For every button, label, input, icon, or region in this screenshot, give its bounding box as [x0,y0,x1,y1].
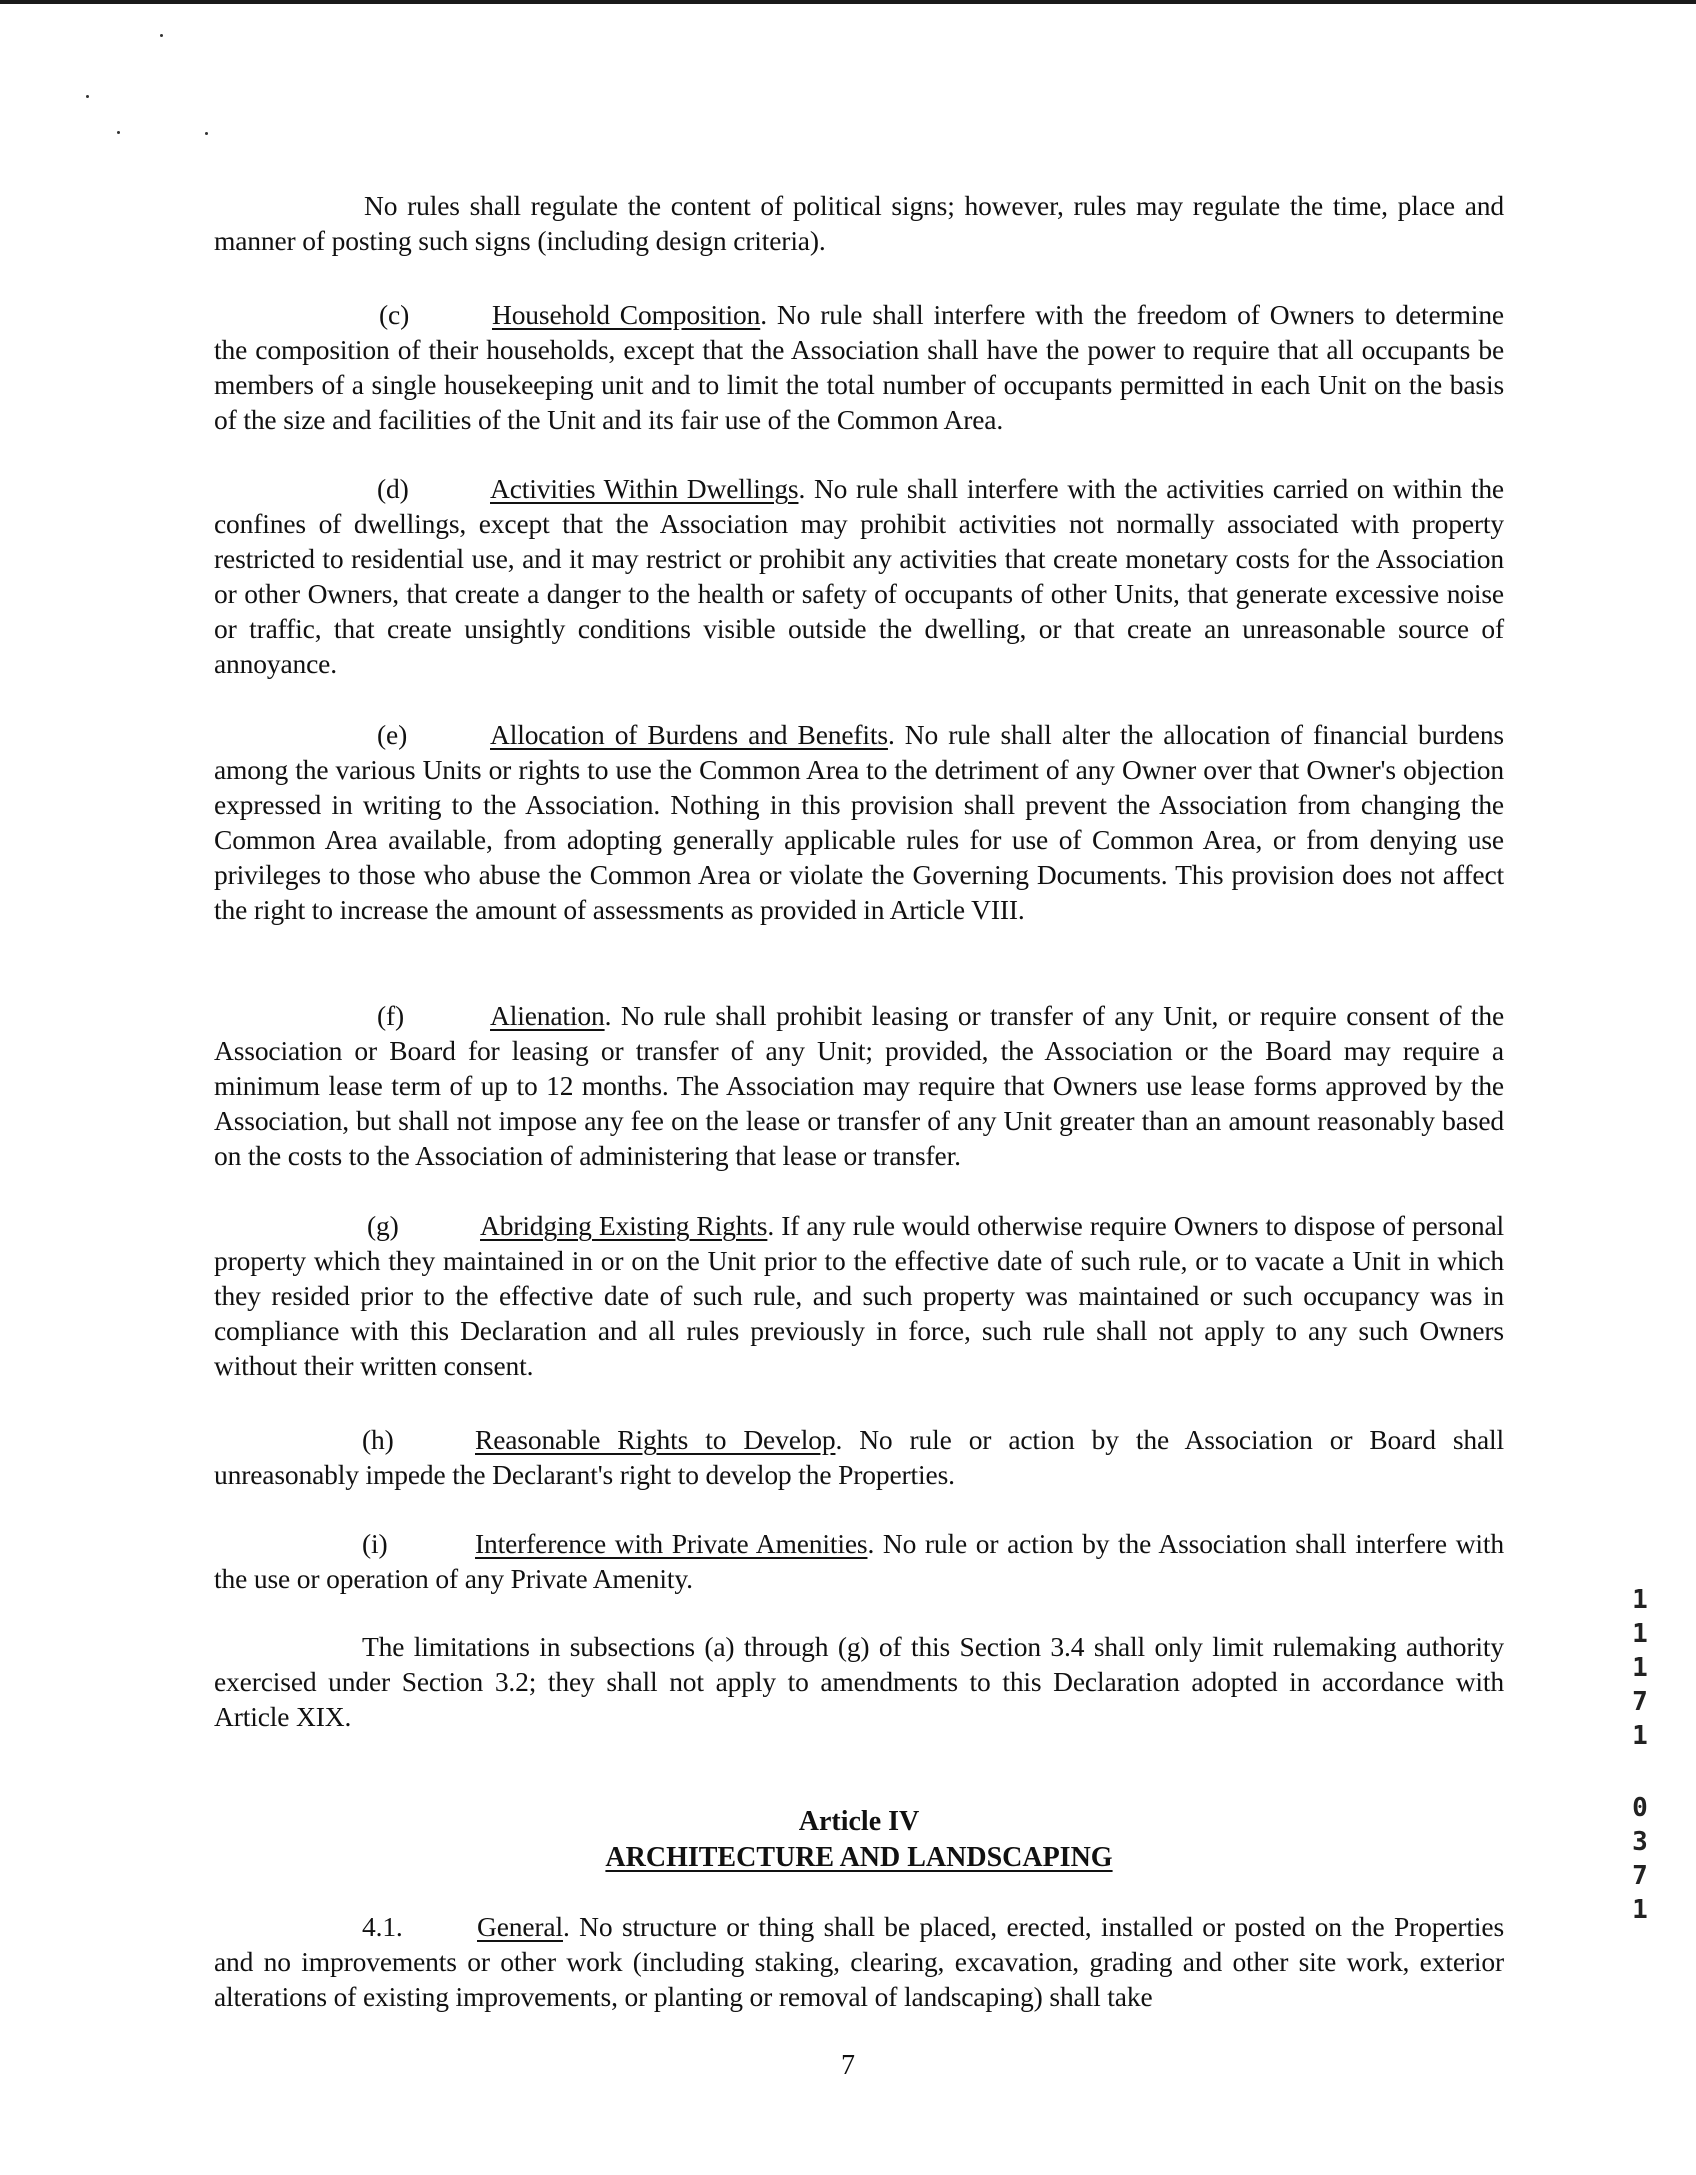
scan-top-edge [0,0,1696,4]
article-number: Article IV [798,1806,920,1837]
subsection-text: . If any rule would otherwise require Owners to dispose of personal property which they maintained in or on the Unit prior to the effective date of such rule, or to vacate a Unit in which they resided prior to the effective date of such rule, and such property was maintained or such occupancy was in compliance with this Declaration and all rules previously in force, such rule shall not apply to any such Owners without their written consent. [214,1210,1505,1381]
stamp-digit: 7 [1632,1861,1648,1891]
subsection-heading: Allocation of Burdens and Benefits [490,719,888,750]
scan-speck [205,132,208,135]
page-number: 7 [841,2050,855,2081]
subsection-label: (f) [377,1000,405,1031]
subsection-heading: Household Composition [492,299,761,330]
subsection-c [214,297,1504,437]
section-text: . No structure or thing shall be placed, erected, installed or posted on the Properties and no improvements or other work (including staking, clearing, excavation, grading and other site work, exterior alterations of existing improvements, or planting or removal of landscaping) shall take [214,1911,1504,2012]
stamp-digit: 1 [1632,1895,1648,1925]
subsection-text: . No rule shall interfere with the activities carried on within the confines of dwellings, except that the Association may prohibit activities not normally associated with property restricted to residential use, and it may restrict or prohibit any activities that create monetary costs for the Association or other Owners, that create a danger to the health or safety of occupants of other Units, that generate excessive noise or traffic, that create unsightly conditions visible outside the dwelling, or that create an unreasonable source of annoyance. [214,473,1504,679]
subsection-text: . No rule shall prohibit leasing or transfer of any Unit, or require consent of the Association or Board for leasing or transfer of any Unit; provided, the Association or the Board may require a minimum lease term of up to 12 months. The Association may require that Owners use lease forms approved by the Association, but shall not impose any fee on the lease or transfer of any Unit greater than an amount reasonably based on the costs to the Association of administering that lease or transfer. [214,1000,1504,1171]
subsection-text: . No rule or action by the Association shall interfere with the use or operation of any Private Amenity. [214,1528,1504,1594]
subsection-text: . No rule shall alter the allocation of financial burdens among the various Units or rights to use the Common Area to the detriment of any Owner over that Owner's objection expressed in writing to the Association. Nothing in this provision shall prevent the Association from changing the Common Area available, from adopting generally applicable rules for use of Common Area, or from denying use privileges to those who abuse the Common Area or violate the Governing Documents. This provision does not affect the right to increase the amount of assessments as provided in Article VIII. [214,719,1504,925]
subsection-e [214,717,1504,927]
subsection-label: (d) [377,473,409,504]
article-heading [214,1804,1504,1876]
subsection-f [214,998,1504,1173]
paragraph-political-signs [214,188,1504,258]
subsection-label: (e) [377,719,408,750]
recording-stamp-upper [1628,1583,1652,1753]
paragraph-limitations [214,1629,1504,1734]
section-heading: General [477,1911,563,1942]
scan-speck [86,95,89,98]
recording-stamp-lower [1628,1791,1652,1927]
subsection-heading: Reasonable Rights to Develop [475,1424,836,1455]
subsection-label: (i) [362,1528,388,1559]
subsection-h [214,1422,1504,1492]
section-label: 4.1. [362,1911,403,1942]
subsection-label: (h) [362,1424,394,1455]
stamp-digit: 1 [1632,1585,1648,1615]
paragraph-text: No rules shall regulate the content of political signs; however, rules may regulate the time, place and manner of posting such signs (including design criteria). [214,190,1504,256]
stamp-digit: 1 [1632,1721,1648,1751]
subsection-label: (c) [379,299,410,330]
stamp-digit: 1 [1632,1653,1648,1683]
section-4-1 [214,1909,1504,2014]
subsection-i [214,1526,1504,1596]
subsection-heading: Abridging Existing Rights [480,1210,768,1241]
scan-speck [160,34,163,37]
subsection-text: . No rule or action by the Association or Board shall unreasonably impede the Declarant's right to develop the Properties. [214,1424,1505,1490]
paragraph-text: The limitations in subsections (a) through (g) of this Section 3.4 shall only limit rulemaking authority exercised under Section 3.2; they shall not apply to amendments to this Declaration adopted in accordance with Article XIX. [214,1631,1504,1732]
stamp-digit: 1 [1632,1619,1648,1649]
subsection-heading: Alienation [490,1000,605,1031]
article-title: ARCHITECTURE AND LANDSCAPING [605,1842,1113,1873]
stamp-digit: 7 [1632,1687,1648,1717]
subsection-label: (g) [367,1210,399,1241]
subsection-heading: Interference with Private Amenities [475,1528,868,1559]
stamp-digit: 0 [1632,1793,1648,1823]
subsection-g [214,1208,1504,1383]
subsection-text: . No rule shall interfere with the freedom of Owners to determine the composition of their households, except that the Association shall have the power to require that all occupants be members of a single housekeeping unit and to limit the total number of occupants permitted in each Unit on the basis of the size and facilities of the Unit and its fair use of the Common Area. [214,299,1504,435]
subsection-heading: Activities Within Dwellings [490,473,799,504]
subsection-d [214,471,1504,681]
stamp-digit: 3 [1632,1827,1648,1857]
scan-speck [117,131,120,134]
